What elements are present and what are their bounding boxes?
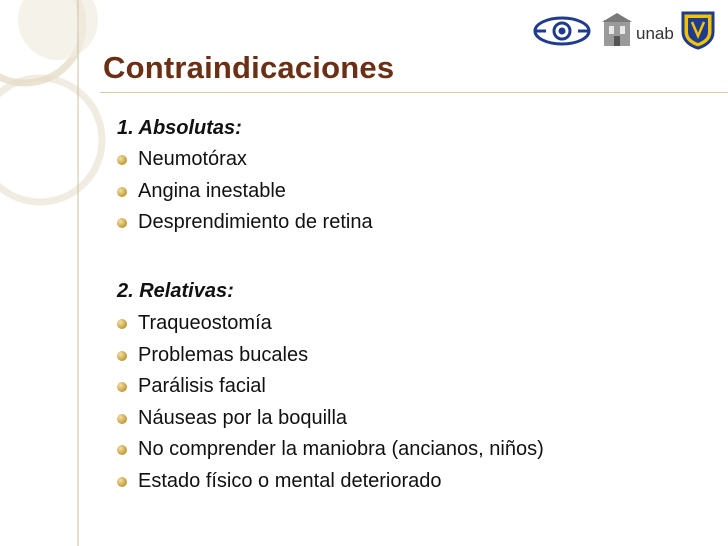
list-item-label: Traqueostomía <box>138 312 272 334</box>
slide-title: Contraindicaciones <box>103 50 395 85</box>
relative-list <box>117 308 544 498</box>
list-item <box>117 207 373 239</box>
bullet-icon <box>117 477 127 487</box>
list-item-label: Náuseas por la boquilla <box>138 406 348 429</box>
list-item-label: Angina inestable <box>138 179 286 202</box>
list-item <box>117 340 544 372</box>
bullet-icon <box>117 218 127 228</box>
list-item-label: Desprendimiento de retina <box>138 211 373 234</box>
list-item <box>117 466 544 498</box>
bullet-icon <box>117 187 127 197</box>
list-item <box>117 434 544 466</box>
title-divider <box>100 92 728 93</box>
list-item <box>117 308 544 340</box>
relative-heading: 2. Relativas: <box>117 280 234 302</box>
bullet-icon <box>117 351 127 361</box>
bullet-icon <box>117 382 127 392</box>
list-item <box>117 144 373 176</box>
absolute-heading: 1. Absolutas: <box>117 117 242 139</box>
bullet-icon <box>117 155 127 165</box>
list-item-label: No comprender la maniobra (ancianos, niños) <box>138 438 544 461</box>
bullet-icon <box>117 319 127 329</box>
eye-logo-icon <box>530 10 594 50</box>
building-logo-icon <box>600 10 634 50</box>
list-item-label: Problemas bucales <box>138 343 309 366</box>
institution-logos <box>530 10 720 54</box>
list-item <box>117 176 373 208</box>
absolute-list <box>117 144 373 239</box>
bullet-icon <box>117 445 127 455</box>
list-item-label: Parálisis facial <box>138 375 266 398</box>
list-item-label: Estado físico o mental deteriorado <box>138 469 442 492</box>
university-shield-icon <box>680 10 716 50</box>
list-item <box>117 403 544 435</box>
list-item-label: Neumotórax <box>138 148 247 170</box>
unab-logo-text: unab <box>636 24 674 43</box>
bullet-icon <box>117 414 127 424</box>
list-item <box>117 371 544 403</box>
